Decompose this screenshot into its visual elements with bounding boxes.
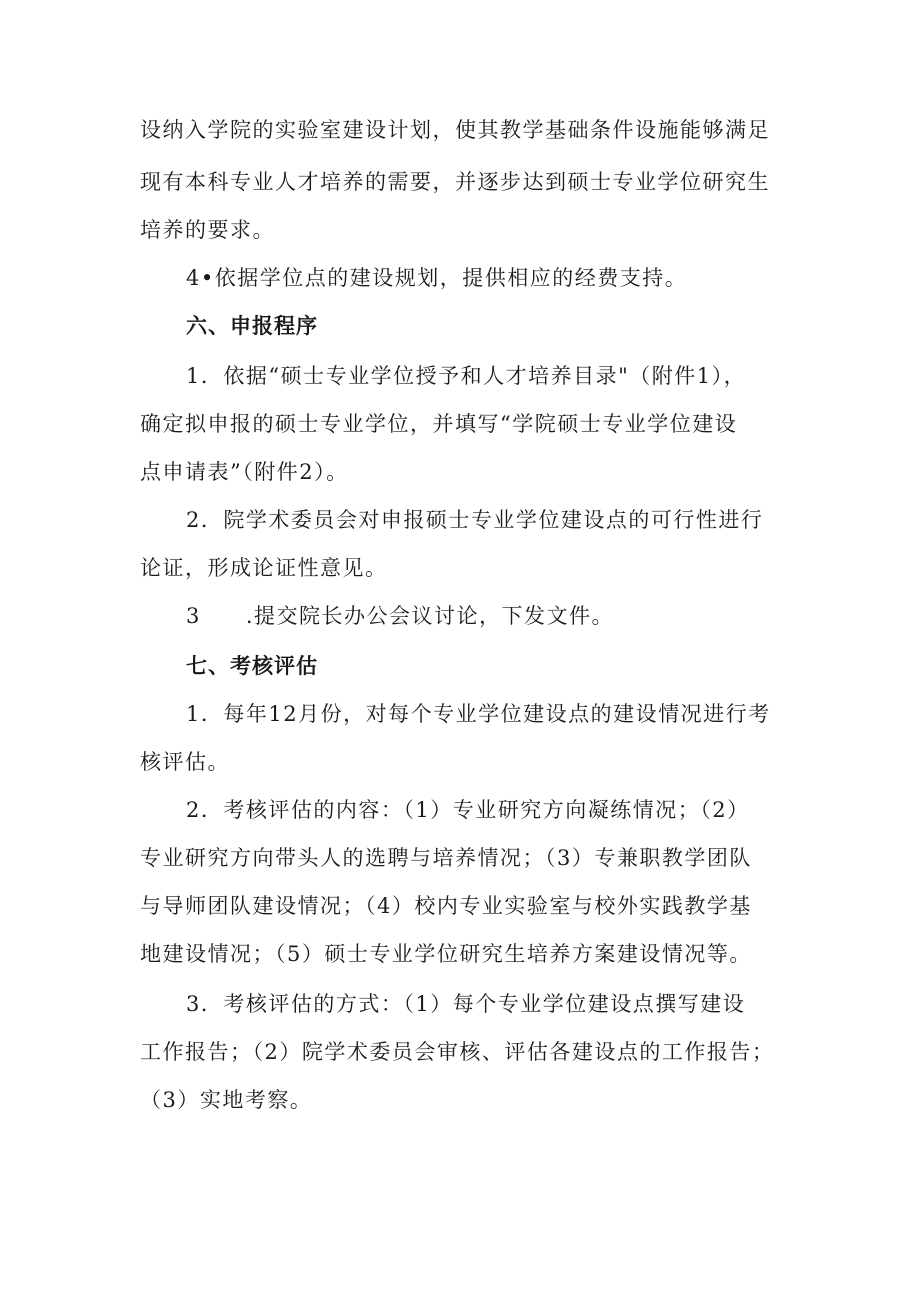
paragraph-line: 点申请表”（附件2）。	[140, 460, 349, 484]
paragraph-line: 1．每年12月份，对每个专业学位建设点的建设情况进行考	[186, 702, 771, 726]
paragraph-line: 地建设情况；（5）硕士专业学位研究生培养方案建设情况等。	[140, 942, 752, 966]
paragraph-line: 确定拟申报的硕士专业学位，并填写“学院硕士专业学位建设	[140, 412, 738, 436]
paragraph-line: 3 .提交院长办公会议讨论，下发文件。	[186, 604, 615, 628]
paragraph-line: 与导师团队建设情况；（4）校内专业实验室与校外实践教学基	[140, 894, 752, 918]
paragraph-line: 2．院学术委员会对申报硕士专业学位建设点的可行性进行	[186, 508, 764, 532]
paragraph-line: （3）实地考察。	[140, 1088, 313, 1112]
paragraph-line: 现有本科专业人才培养的需要，并逐步达到硕士专业学位研究生	[140, 170, 770, 194]
paragraph-line: 2．考核评估的内容：（1）专业研究方向凝练情况；（2）	[186, 798, 750, 822]
section-heading-assessment: 七、考核评估	[186, 654, 318, 678]
paragraph-line: 核评估。	[140, 750, 230, 774]
paragraph-line: 培养的要求。	[140, 218, 275, 242]
paragraph-line: 1．依据“硕士专业学位授予和人才培养目录"（附件1），	[186, 364, 747, 388]
paragraph-line: 设纳入学院的实验室建设计划，使其教学基础条件设施能够满足	[140, 118, 770, 142]
paragraph-line: 4•依据学位点的建设规划，提供相应的经费支持。	[186, 266, 688, 290]
paragraph-line: 专业研究方向带头人的选聘与培养情况；（3）专兼职教学团队	[140, 846, 752, 870]
paragraph-line: 3．考核评估的方式：（1）每个专业学位建设点撰写建设	[186, 992, 746, 1016]
section-heading-application-procedure: 六、申报程序	[186, 314, 318, 338]
paragraph-line: 论证，形成论证性意见。	[140, 556, 388, 580]
paragraph-line: 工作报告；（2）院学术委员会审核、评估各建设点的工作报告；	[140, 1040, 775, 1064]
